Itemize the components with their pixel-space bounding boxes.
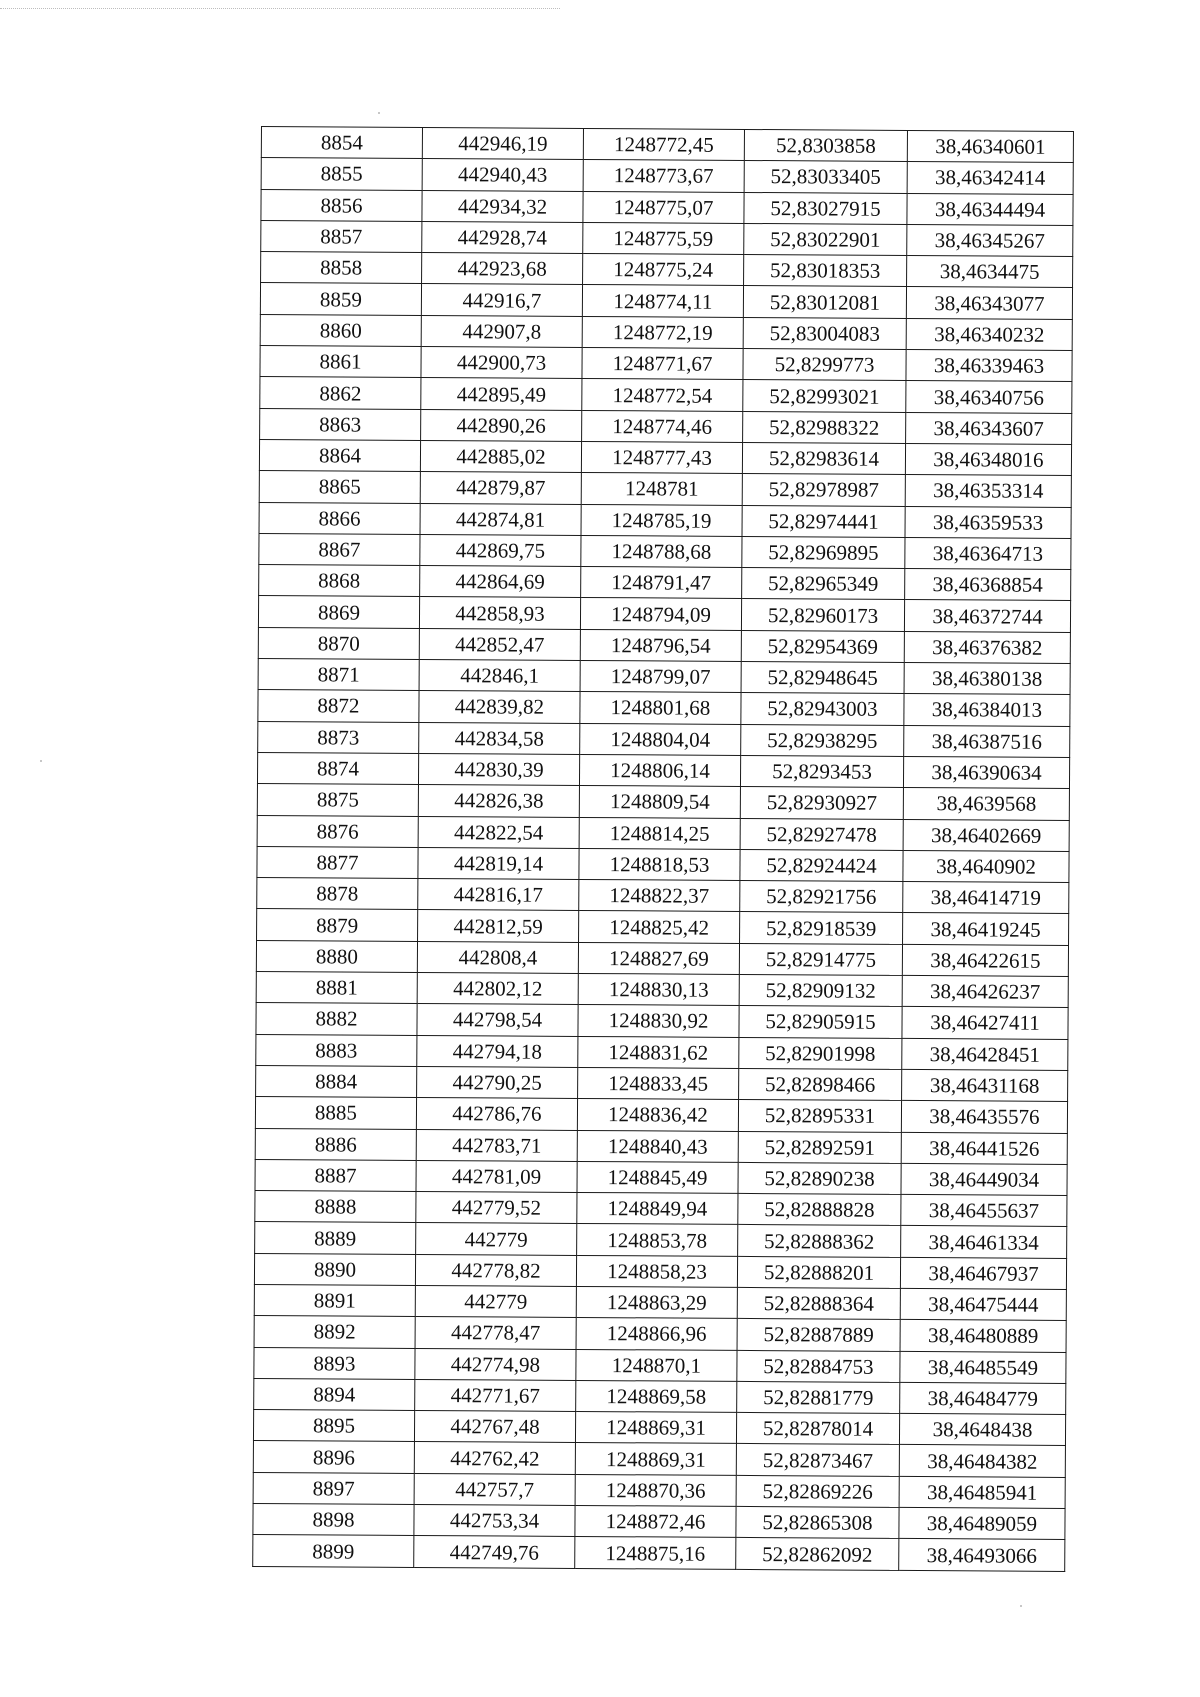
longitude-cell: 38,46484382 [899,1445,1065,1477]
y-coordinate-cell: 1248801,68 [580,692,741,724]
x-coordinate-cell: 442762,42 [414,1442,575,1474]
x-coordinate-cell: 442869,75 [420,534,581,566]
table-row [256,1034,1068,1070]
y-coordinate-cell: 1248869,58 [576,1380,737,1412]
latitude-cell: 52,82983614 [742,442,905,474]
latitude-cell: 52,82873467 [736,1444,899,1476]
table-row [254,1378,1066,1414]
point-number-cell: 8865 [259,471,420,503]
point-number-cell: 8879 [257,909,418,941]
table-row [259,471,1071,507]
table-row [256,940,1068,976]
table-row [257,752,1069,788]
table-row [253,1472,1065,1508]
x-coordinate-cell: 442928,74 [422,221,583,253]
x-coordinate-cell: 442890,26 [421,409,582,441]
x-coordinate-cell: 442830,39 [418,753,579,785]
point-number-cell: 8869 [258,596,419,628]
latitude-cell: 52,82884753 [737,1350,900,1382]
longitude-cell: 38,46431168 [902,1069,1068,1101]
y-coordinate-cell: 1248806,14 [579,754,740,786]
x-coordinate-cell: 442779 [415,1285,576,1317]
latitude-cell: 52,83018353 [744,255,907,287]
point-number-cell: 8893 [254,1347,415,1379]
longitude-cell: 38,4634475 [907,256,1073,288]
x-coordinate-cell: 442858,93 [419,597,580,629]
table-row [258,596,1070,632]
x-coordinate-cell: 442794,18 [417,1035,578,1067]
point-number-cell: 8855 [261,158,422,190]
scan-speck [40,760,42,762]
longitude-cell: 38,46455637 [901,1195,1067,1227]
x-coordinate-cell: 442767,48 [414,1411,575,1443]
scan-edge-artifact [0,8,560,11]
y-coordinate-cell: 1248858,23 [576,1255,737,1287]
longitude-cell: 38,4639568 [903,788,1069,820]
x-coordinate-cell: 442834,58 [419,722,580,754]
table-row [257,784,1069,820]
y-coordinate-cell: 1248870,1 [576,1349,737,1381]
x-coordinate-cell: 442757,7 [414,1473,575,1505]
x-coordinate-cell: 442934,32 [422,190,583,222]
point-number-cell: 8887 [255,1159,416,1191]
latitude-cell: 52,82918539 [740,912,903,944]
table-row [255,1159,1067,1195]
table-row [257,878,1069,914]
x-coordinate-cell: 442923,68 [422,253,583,285]
table-row [260,408,1072,444]
coordinates-table-body [253,127,1074,1572]
latitude-cell: 52,82878014 [736,1413,899,1445]
longitude-cell: 38,46339463 [906,350,1072,382]
point-number-cell: 8884 [256,1065,417,1097]
table-row [257,815,1069,851]
point-number-cell: 8880 [256,940,417,972]
y-coordinate-cell: 1248845,49 [577,1161,738,1193]
x-coordinate-cell: 442852,47 [419,628,580,660]
y-coordinate-cell: 1248772,54 [582,379,743,411]
point-number-cell: 8894 [254,1378,415,1410]
y-coordinate-cell: 1248836,42 [577,1099,738,1131]
table-row [259,439,1071,475]
point-number-cell: 8856 [261,189,422,221]
table-row [253,1535,1065,1571]
latitude-cell: 52,82888828 [738,1194,901,1226]
point-number-cell: 8877 [257,846,418,878]
table-row [254,1347,1066,1383]
point-number-cell: 8878 [257,878,418,910]
point-number-cell: 8874 [257,752,418,784]
longitude-cell: 38,46422615 [902,944,1068,976]
latitude-cell: 52,82969895 [742,536,905,568]
point-number-cell: 8870 [258,627,419,659]
x-coordinate-cell: 442778,47 [415,1317,576,1349]
point-number-cell: 8858 [261,252,422,284]
y-coordinate-cell: 1248833,45 [578,1067,739,1099]
longitude-cell: 38,46467937 [900,1257,1066,1289]
y-coordinate-cell: 1248818,53 [579,848,740,880]
table-row [257,846,1069,882]
latitude-cell: 52,82862092 [736,1538,899,1570]
table-row [261,127,1073,163]
y-coordinate-cell: 1248830,13 [578,973,739,1005]
latitude-cell: 52,82943003 [741,693,904,725]
table-row [256,972,1068,1008]
point-number-cell: 8885 [255,1097,416,1129]
x-coordinate-cell: 442778,82 [415,1254,576,1286]
table-row [255,1128,1067,1164]
y-coordinate-cell: 1248774,46 [582,410,743,442]
x-coordinate-cell: 442940,43 [422,159,583,191]
longitude-cell: 38,4648438 [899,1414,1065,1446]
x-coordinate-cell: 442786,76 [416,1098,577,1130]
coordinates-table [252,126,1074,1572]
y-coordinate-cell: 1248814,25 [579,817,740,849]
longitude-cell: 38,46441526 [901,1132,1067,1164]
point-number-cell: 8866 [259,502,420,534]
y-coordinate-cell: 1248785,19 [581,504,742,536]
y-coordinate-cell: 1248775,59 [583,222,744,254]
point-number-cell: 8897 [253,1472,414,1504]
point-number-cell: 8892 [254,1316,415,1348]
table-row [253,1441,1065,1477]
table-row [254,1316,1066,1352]
latitude-cell: 52,82988322 [743,411,906,443]
y-coordinate-cell: 1248777,43 [581,441,742,473]
latitude-cell: 52,82865308 [736,1506,899,1538]
x-coordinate-cell: 442749,76 [414,1536,575,1568]
point-number-cell: 8873 [258,721,419,753]
point-number-cell: 8889 [255,1222,416,1254]
table-row [255,1222,1067,1258]
x-coordinate-cell: 442885,02 [420,440,581,472]
longitude-cell: 38,46419245 [903,913,1069,945]
longitude-cell: 38,46485941 [899,1476,1065,1508]
y-coordinate-cell: 1248822,37 [579,880,740,912]
point-number-cell: 8862 [260,377,421,409]
y-coordinate-cell: 1248774,11 [582,285,743,317]
scan-speck [378,112,380,114]
latitude-cell: 52,83004083 [743,317,906,349]
point-number-cell: 8871 [258,659,419,691]
latitude-cell: 52,83027915 [744,192,907,224]
longitude-cell: 38,46485549 [900,1351,1066,1383]
table-row [258,690,1070,726]
x-coordinate-cell: 442822,54 [418,816,579,848]
longitude-cell: 38,46353314 [905,475,1071,507]
longitude-cell: 38,46343607 [906,412,1072,444]
y-coordinate-cell: 1248827,69 [578,942,739,974]
point-number-cell: 8882 [256,1003,417,1035]
table-row [261,220,1073,256]
x-coordinate-cell: 442826,38 [418,785,579,817]
longitude-cell: 38,46427411 [902,1007,1068,1039]
table-row [256,1065,1068,1101]
table-row [260,346,1072,382]
latitude-cell: 52,8303858 [744,129,907,161]
point-number-cell: 8881 [256,972,417,1004]
latitude-cell: 52,82930927 [740,787,903,819]
point-number-cell: 8859 [260,283,421,315]
latitude-cell: 52,8293453 [740,755,903,787]
latitude-cell: 52,82954369 [741,630,904,662]
y-coordinate-cell: 1248870,36 [575,1474,736,1506]
y-coordinate-cell: 1248875,16 [575,1537,736,1569]
y-coordinate-cell: 1248863,29 [576,1286,737,1318]
longitude-cell: 38,46380138 [904,662,1070,694]
table-row [253,1410,1065,1446]
x-coordinate-cell: 442916,7 [421,284,582,316]
coordinates-table-container [252,126,1073,1572]
latitude-cell: 52,82927478 [740,818,903,850]
table-row [260,377,1072,413]
y-coordinate-cell: 1248799,07 [580,661,741,693]
latitude-cell: 52,82921756 [740,881,903,913]
x-coordinate-cell: 442812,59 [418,910,579,942]
longitude-cell: 38,46372744 [904,600,1070,632]
point-number-cell: 8896 [253,1441,414,1473]
table-row [261,252,1073,288]
latitude-cell: 52,82909132 [739,974,902,1006]
point-number-cell: 8886 [255,1128,416,1160]
point-number-cell: 8863 [260,408,421,440]
x-coordinate-cell: 442771,67 [415,1379,576,1411]
point-number-cell: 8883 [256,1034,417,1066]
point-number-cell: 8854 [261,127,422,159]
point-number-cell: 8888 [255,1191,416,1223]
y-coordinate-cell: 1248830,92 [578,1005,739,1037]
x-coordinate-cell: 442790,25 [417,1066,578,1098]
y-coordinate-cell: 1248772,45 [583,128,744,160]
latitude-cell: 52,82888201 [737,1256,900,1288]
latitude-cell: 52,82887889 [737,1319,900,1351]
y-coordinate-cell: 1248869,31 [575,1443,736,1475]
table-row [257,909,1069,945]
latitude-cell: 52,82948645 [741,661,904,693]
table-row [259,565,1071,601]
x-coordinate-cell: 442779,52 [416,1192,577,1224]
longitude-cell: 38,46480889 [900,1320,1066,1352]
table-row [254,1284,1066,1320]
longitude-cell: 38,46345267 [907,224,1073,256]
x-coordinate-cell: 442907,8 [421,315,582,347]
x-coordinate-cell: 442798,54 [417,1004,578,1036]
table-row [254,1253,1066,1289]
latitude-cell: 52,82974441 [742,505,905,537]
x-coordinate-cell: 442846,1 [419,660,580,692]
table-row [261,189,1073,225]
latitude-cell: 52,82881779 [737,1381,900,1413]
table-row [255,1097,1067,1133]
latitude-cell: 52,82892591 [738,1131,901,1163]
y-coordinate-cell: 1248773,67 [583,160,744,192]
longitude-cell: 38,46387516 [904,725,1070,757]
longitude-cell: 38,46364713 [905,537,1071,569]
x-coordinate-cell: 442816,17 [418,879,579,911]
x-coordinate-cell: 442946,19 [422,127,583,159]
point-number-cell: 8857 [261,220,422,252]
table-row [258,627,1070,663]
latitude-cell: 52,83012081 [743,286,906,318]
x-coordinate-cell: 442781,09 [416,1160,577,1192]
point-number-cell: 8899 [253,1535,414,1567]
table-row [259,502,1071,538]
latitude-cell: 52,82924424 [740,849,903,881]
latitude-cell: 52,82869226 [736,1475,899,1507]
table-row [260,283,1072,319]
table-row [260,314,1072,350]
point-number-cell: 8875 [257,784,418,816]
point-number-cell: 8872 [258,690,419,722]
x-coordinate-cell: 442900,73 [421,347,582,379]
y-coordinate-cell: 1248853,78 [577,1224,738,1256]
y-coordinate-cell: 1248775,24 [583,254,744,286]
y-coordinate-cell: 1248788,68 [581,535,742,567]
longitude-cell: 38,46475444 [900,1288,1066,1320]
y-coordinate-cell: 1248872,46 [575,1506,736,1538]
table-row [255,1191,1067,1227]
latitude-cell: 52,82978987 [742,474,905,506]
x-coordinate-cell: 442839,82 [419,691,580,723]
latitude-cell: 52,82901998 [739,1037,902,1069]
latitude-cell: 52,82895331 [738,1100,901,1132]
latitude-cell: 52,82905915 [739,1006,902,1038]
point-number-cell: 8898 [253,1504,414,1536]
longitude-cell: 38,46402669 [903,819,1069,851]
point-number-cell: 8895 [253,1410,414,1442]
x-coordinate-cell: 442783,71 [416,1129,577,1161]
y-coordinate-cell: 1248866,96 [576,1318,737,1350]
table-row [259,533,1071,569]
point-number-cell: 8876 [257,815,418,847]
longitude-cell: 38,46342414 [907,162,1073,194]
x-coordinate-cell: 442774,98 [415,1348,576,1380]
y-coordinate-cell: 1248849,94 [577,1193,738,1225]
x-coordinate-cell: 442879,87 [420,472,581,504]
y-coordinate-cell: 1248831,62 [578,1036,739,1068]
y-coordinate-cell: 1248781 [581,473,742,505]
latitude-cell: 52,82888364 [737,1287,900,1319]
table-row [256,1003,1068,1039]
scan-speck [1020,1605,1022,1607]
point-number-cell: 8868 [259,565,420,597]
longitude-cell: 38,46414719 [903,882,1069,914]
x-coordinate-cell: 442864,69 [420,566,581,598]
y-coordinate-cell: 1248791,47 [581,567,742,599]
latitude-cell: 52,82890238 [738,1162,901,1194]
y-coordinate-cell: 1248772,19 [582,316,743,348]
point-number-cell: 8864 [259,439,420,471]
point-number-cell: 8860 [260,314,421,346]
longitude-cell: 38,46359533 [905,506,1071,538]
x-coordinate-cell: 442779 [416,1223,577,1255]
longitude-cell: 38,46348016 [905,443,1071,475]
y-coordinate-cell: 1248804,04 [580,723,741,755]
point-number-cell: 8867 [259,533,420,565]
y-coordinate-cell: 1248775,07 [583,191,744,223]
table-row [261,158,1073,194]
x-coordinate-cell: 442802,12 [417,972,578,1004]
point-number-cell: 8891 [254,1284,415,1316]
y-coordinate-cell: 1248825,42 [579,911,740,943]
y-coordinate-cell: 1248771,67 [582,348,743,380]
latitude-cell: 52,82888362 [738,1225,901,1257]
table-row [253,1504,1065,1540]
latitude-cell: 52,82965349 [742,568,905,600]
longitude-cell: 38,46344494 [907,193,1073,225]
longitude-cell: 38,46435576 [901,1101,1067,1133]
x-coordinate-cell: 442895,49 [421,378,582,410]
latitude-cell: 52,82914775 [739,943,902,975]
y-coordinate-cell: 1248869,31 [575,1412,736,1444]
y-coordinate-cell: 1248794,09 [580,598,741,630]
latitude-cell: 52,82938295 [741,724,904,756]
longitude-cell: 38,46390634 [903,756,1069,788]
longitude-cell: 38,46449034 [901,1163,1067,1195]
y-coordinate-cell: 1248796,54 [580,629,741,661]
y-coordinate-cell: 1248809,54 [579,786,740,818]
longitude-cell: 38,46484779 [900,1382,1066,1414]
latitude-cell: 52,82898466 [739,1068,902,1100]
x-coordinate-cell: 442819,14 [418,847,579,879]
x-coordinate-cell: 442753,34 [414,1505,575,1537]
longitude-cell: 38,46376382 [904,631,1070,663]
latitude-cell: 52,82960173 [741,599,904,631]
longitude-cell: 38,46343077 [906,287,1072,319]
latitude-cell: 52,83033405 [744,161,907,193]
longitude-cell: 38,4640902 [903,850,1069,882]
latitude-cell: 52,82993021 [743,380,906,412]
point-number-cell: 8861 [260,346,421,378]
longitude-cell: 38,46426237 [902,975,1068,1007]
x-coordinate-cell: 442874,81 [420,503,581,535]
point-number-cell: 8890 [254,1253,415,1285]
longitude-cell: 38,46384013 [904,694,1070,726]
y-coordinate-cell: 1248840,43 [577,1130,738,1162]
longitude-cell: 38,46340601 [907,130,1073,162]
longitude-cell: 38,46340756 [906,381,1072,413]
longitude-cell: 38,46428451 [902,1038,1068,1070]
longitude-cell: 38,46461334 [901,1226,1067,1258]
longitude-cell: 38,46493066 [899,1539,1065,1571]
longitude-cell: 38,46368854 [905,569,1071,601]
latitude-cell: 52,83022901 [744,223,907,255]
longitude-cell: 38,46489059 [899,1507,1065,1539]
longitude-cell: 38,46340232 [906,318,1072,350]
table-row [258,659,1070,695]
table-row [258,721,1070,757]
x-coordinate-cell: 442808,4 [417,941,578,973]
latitude-cell: 52,8299773 [743,349,906,381]
